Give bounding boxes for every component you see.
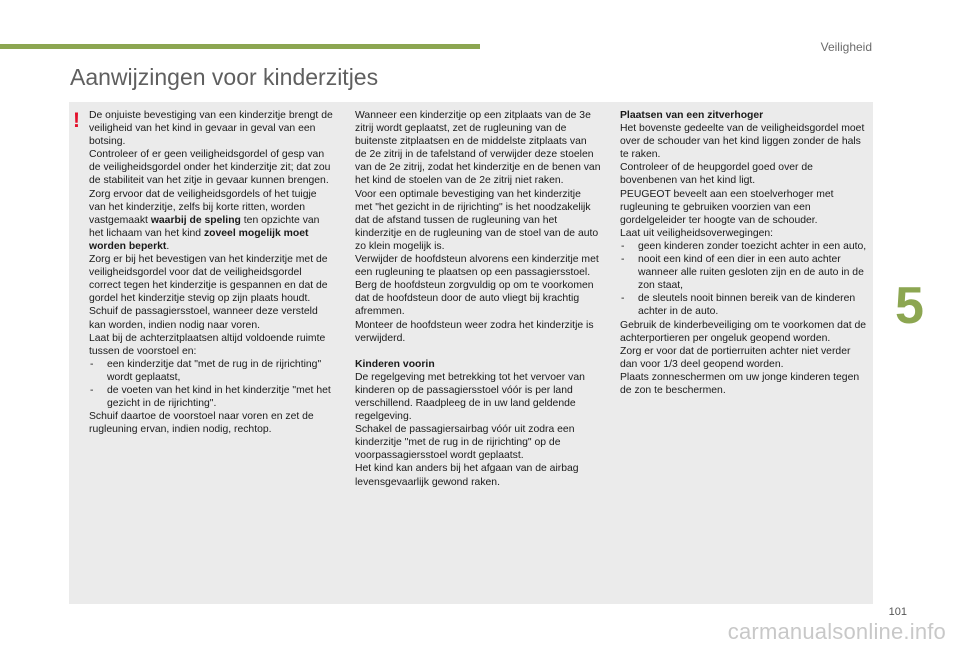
- paragraph: Laat bij de achterzitplaatsen altijd voldoende ruimte tussen de voorstoel en:: [89, 332, 326, 357]
- bullet-list: [89, 358, 335, 410]
- text-run: .: [166, 240, 170, 252]
- chapter-number: 5: [895, 277, 924, 335]
- paragraph: Controleer of de heupgordel goed over de bovenbenen van het kind ligt.: [620, 162, 813, 187]
- page-title: Aanwijzingen voor kinderzitjes: [70, 64, 379, 90]
- paragraph: Controleer of er geen veiligheidsgordel of gesp van de veiligheidsgordel onder het kinderzitje zit; dat zou de stabiliteit van het zitje in gevaar kunnen brengen.: [89, 149, 331, 187]
- paragraph: Zorg er bij het bevestigen van het kinderzitje met de veiligheidsgordel voor dat de veiligheidsgordel correct tegen het kinderzitje is gespannen en dat de gordel het kinderzitje stevig op zijn plaats houdt. Schuif de passagiersstoel, wanneer deze versteld kan worden, indien nodig naar voren.: [89, 254, 328, 331]
- content-panel: [69, 102, 873, 604]
- subheading: Kinderen voorin: [355, 358, 435, 370]
- subheading: Plaatsen van een zitverhoger: [620, 110, 764, 121]
- paragraph: Gebruik de kinderbeveiliging om te voorkomen dat de achterportieren per ongeluk geopend worden.: [620, 319, 867, 344]
- column-middle: [355, 109, 601, 489]
- paragraph: Laat uit veiligheidsoverwegingen:: [620, 227, 774, 239]
- text-run: Zorg ervoor dat de veiligheidsgordels of het tuigje van het kinderzitje, zelfs bij korte ritten, worden vastgemaakt: [89, 188, 317, 226]
- bullet-list: [620, 240, 868, 319]
- paragraph: De onjuiste bevestiging van een kinderzitje brengt de veiligheid van het kind in gevaar in geval van een botsing.: [89, 110, 333, 148]
- paragraph: Schuif daartoe de voorstoel naar voren en zet de rugleuning ervan, indien nodig, rechtop.: [89, 411, 314, 436]
- emphasis: waarbij de speling: [150, 214, 241, 226]
- paragraph: Het kind kan anders bij het afgaan van de airbag levensgevaarlijk gewond raken.: [355, 463, 579, 488]
- list-item: - de voeten van het kind in het kinderzitje "met het gezicht in de rijrichting".: [89, 384, 335, 410]
- list-item: - nooit een kind of een dier in een auto achter wanneer alle ruiten gesloten zijn en de auto in de zon staat,: [620, 253, 868, 292]
- paragraph: Het bovenste gedeelte van de veiligheidsgordel moet over de schouder van het kind liggen zonder de hals te raken.: [620, 123, 865, 161]
- exclamation-warning-icon: !: [73, 109, 80, 132]
- top-accent-rule: [0, 44, 480, 49]
- list-item: - een kinderzitje dat "met de rug in de rijrichting" wordt geplaatst,: [89, 358, 335, 384]
- paragraph: Voor een optimale bevestiging van het kinderzitje met "het gezicht in de rijrichting" is het noodzakelijk dat de afstand tussen de rugleuning van het kinderzitje en de rugleuning van de stoel van de auto zo klein mogelijk is.: [355, 188, 599, 252]
- list-item: - de sleutels nooit binnen bereik van de kinderen achter in de auto.: [620, 292, 868, 318]
- watermark: carmanualsonline.info: [727, 619, 946, 644]
- paragraph: Zorg er voor dat de portierruiten achter niet verder dan voor 1/3 deel geopend worden.: [620, 345, 851, 370]
- paragraph: Schakel de passagiersairbag vóór uit zodra een kinderzitje "met de rug in de rijrichting" op de voorpassagiersstoel wordt geplaatst.: [355, 424, 575, 462]
- paragraph: PEUGEOT beveelt aan een stoelverhoger met rugleuning te gebruiken voorzien van een gordelgeleider ter hoogte van de schouder.: [620, 188, 834, 226]
- paragraph: Wanneer een kinderzitje op een zitplaats van de 3e zitrij wordt geplaatst, zet de rugleuning van de buitenste zitplaatsen en de middelste zitplaats van de 2e zitrij in de tafelstand of verwijder deze stoelen van de 2e zitrij, zodat het kinderzitje en de benen van het kind de stoelen van de 2e zitrij niet raken.: [355, 110, 601, 187]
- text-run: ten opzichte van het lichaam van het kind: [89, 214, 320, 239]
- emphasis: zoveel mogelijk moet worden beperkt: [89, 227, 309, 252]
- spacer: [355, 345, 601, 358]
- paragraph: Berg de hoofdsteun zorgvuldig op om te voorkomen dat de hoofdsteun door de auto vliegt bij krachtig afremmen.: [355, 280, 594, 318]
- column-left: [89, 109, 335, 436]
- paragraph: Plaats zonneschermen om uw jonge kinderen tegen de zon te beschermen.: [620, 371, 860, 396]
- section-name: Veiligheid: [820, 40, 872, 54]
- paragraph: De regelgeving met betrekking tot het vervoer van kinderen op de passagiersstoel vóór is per land verschillend. Raadpleeg de in uw land geldende regelgeving.: [355, 371, 585, 423]
- list-item: - geen kinderen zonder toezicht achter in een auto,: [620, 240, 868, 253]
- paragraph: [89, 188, 335, 253]
- page-number: 101: [888, 606, 907, 618]
- paragraph: Verwijder de hoofdsteun alvorens een kinderzitje met een rugleuning te plaatsen op een passagiersstoel.: [355, 254, 599, 279]
- column-right: [620, 109, 868, 397]
- paragraph: Monteer de hoofdsteun weer zodra het kinderzitje is verwijderd.: [355, 319, 594, 344]
